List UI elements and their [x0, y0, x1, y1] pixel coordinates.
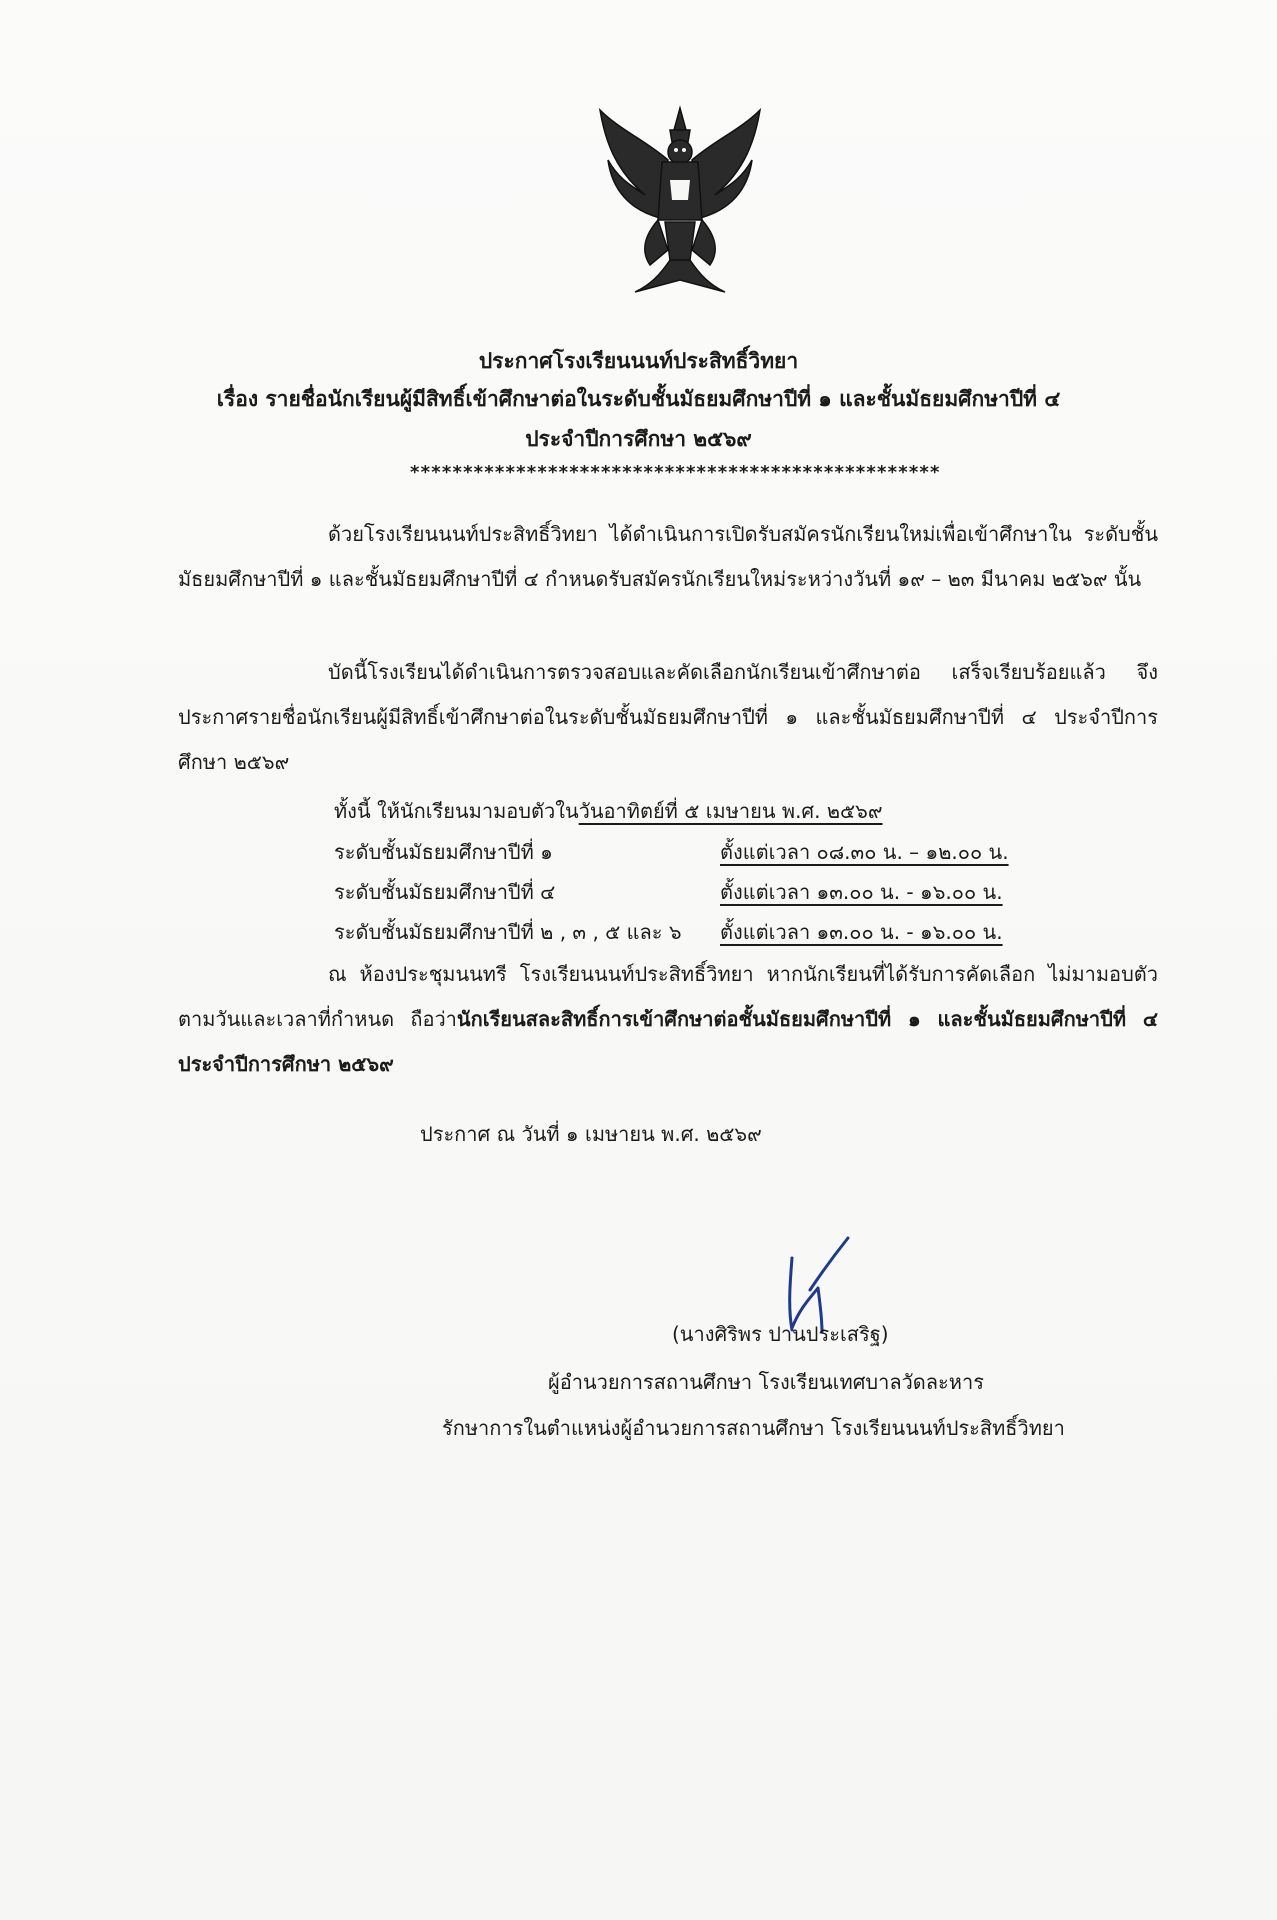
schedule-level: ระดับชั้นมัธยมศึกษาปีที่ ๒ , ๓ , ๕ และ ๖ — [334, 920, 682, 944]
paragraph-result — [178, 650, 1158, 785]
announcement-title: ประกาศโรงเรียนนนท์ประสิทธิ์วิทยา — [478, 349, 799, 373]
schedule-time: ตั้งแต่เวลา ๐๘.๓๐ น. – ๑๒.๐๐ น. — [720, 840, 1009, 864]
paragraph-intro-text: ด้วยโรงเรียนนนท์ประสิทธิ์วิทยา ได้ดำเนินการเปิดรับสมัครนักเรียนใหม่เพื่อเข้าศึกษาใน ระดับชั้นมัธยมศึกษาปีที่ ๑ และชั้นมัธยมศึกษาปีที่ ๔ กำหนดรับสมัครนักเรียนใหม่ระหว่างวันที่ ๑๙ – ๒๓ มีนาคม ๒๕๖๙ นั้น — [178, 522, 1158, 591]
paragraph-result-text: บัดนี้โรงเรียนได้ดำเนินการตรวจสอบและคัดเลือกนักเรียนเข้าศึกษาต่อ เสร็จเรียบร้อยแล้ว จึงประกาศรายชื่อนักเรียนผู้มีสิทธิ์เข้าศึกษาต่อในระดับชั้นมัธยมศึกษาปีที่ ๑ และชั้นมัธยมศึกษาปีที่ ๔ ประจำปีการศึกษา ๒๕๖๙ — [178, 660, 1158, 774]
announce-date: ประกาศ ณ วันที่ ๑ เมษายน พ.ศ. ๒๕๖๙ — [420, 1122, 762, 1146]
signer-title: ผู้อำนวยการสถานศึกษา โรงเรียนเทศบาลวัดละหาร — [548, 1370, 984, 1394]
schedule-level: ระดับชั้นมัธยมศึกษาปีที่ ๑ — [334, 840, 553, 864]
schedule-time: ตั้งแต่เวลา ๑๓.๐๐ น. - ๑๖.๐๐ น. — [720, 920, 1003, 944]
signer-name: (นางศิริพร ปานประเสริฐ) — [672, 1322, 889, 1346]
academic-year: ประจำปีการศึกษา ๒๕๖๙ — [525, 427, 752, 451]
paragraph-conditions-bold: นักเรียนสละสิทธิ์การเข้าศึกษาต่อชั้นมัธยมศึกษาปีที่ ๑ และชั้นมัธยมศึกษาปีที่ ๔ ประจำปีการศึกษา ๒๕๖๙ — [178, 1007, 1158, 1076]
schedule-intro-date: วันอาทิตย์ที่ ๕ เมษายน พ.ศ. ๒๕๖๙ — [578, 799, 883, 823]
signer-acting-title: รักษาการในตำแหน่งผู้อำนวยการสถานศึกษา โรงเรียนนนท์ประสิทธิ์วิทยา — [442, 1416, 1065, 1440]
separator: ************************************************** — [410, 462, 941, 483]
paragraph-intro — [178, 512, 1158, 602]
schedule-intro-prefix: ทั้งนี้ ให้นักเรียนมามอบตัวใน — [334, 799, 579, 823]
garuda-emblem-icon — [590, 100, 770, 300]
schedule-intro — [334, 795, 883, 827]
schedule-level: ระดับชั้นมัธยมศึกษาปีที่ ๔ — [334, 880, 556, 904]
paragraph-conditions — [178, 952, 1158, 1087]
schedule-time: ตั้งแต่เวลา ๑๓.๐๐ น. - ๑๖.๐๐ น. — [720, 880, 1003, 904]
paragraph-conditions-text: ณ ห้องประชุมนนทรี โรงเรียนนนท์ประสิทธิ์วิทยา หากนักเรียนที่ได้รับการคัดเลือก ไม่มามอบตัวตามวันและเวลาที่กำหนด ถือว่า — [178, 962, 1158, 1031]
announcement-subject: เรื่อง รายชื่อนักเรียนผู้มีสิทธิ์เข้าศึกษาต่อในระดับชั้นมัธยมศึกษาปีที่ ๑ และชั้นมัธยมศึกษาปีที่ ๔ — [216, 387, 1061, 411]
